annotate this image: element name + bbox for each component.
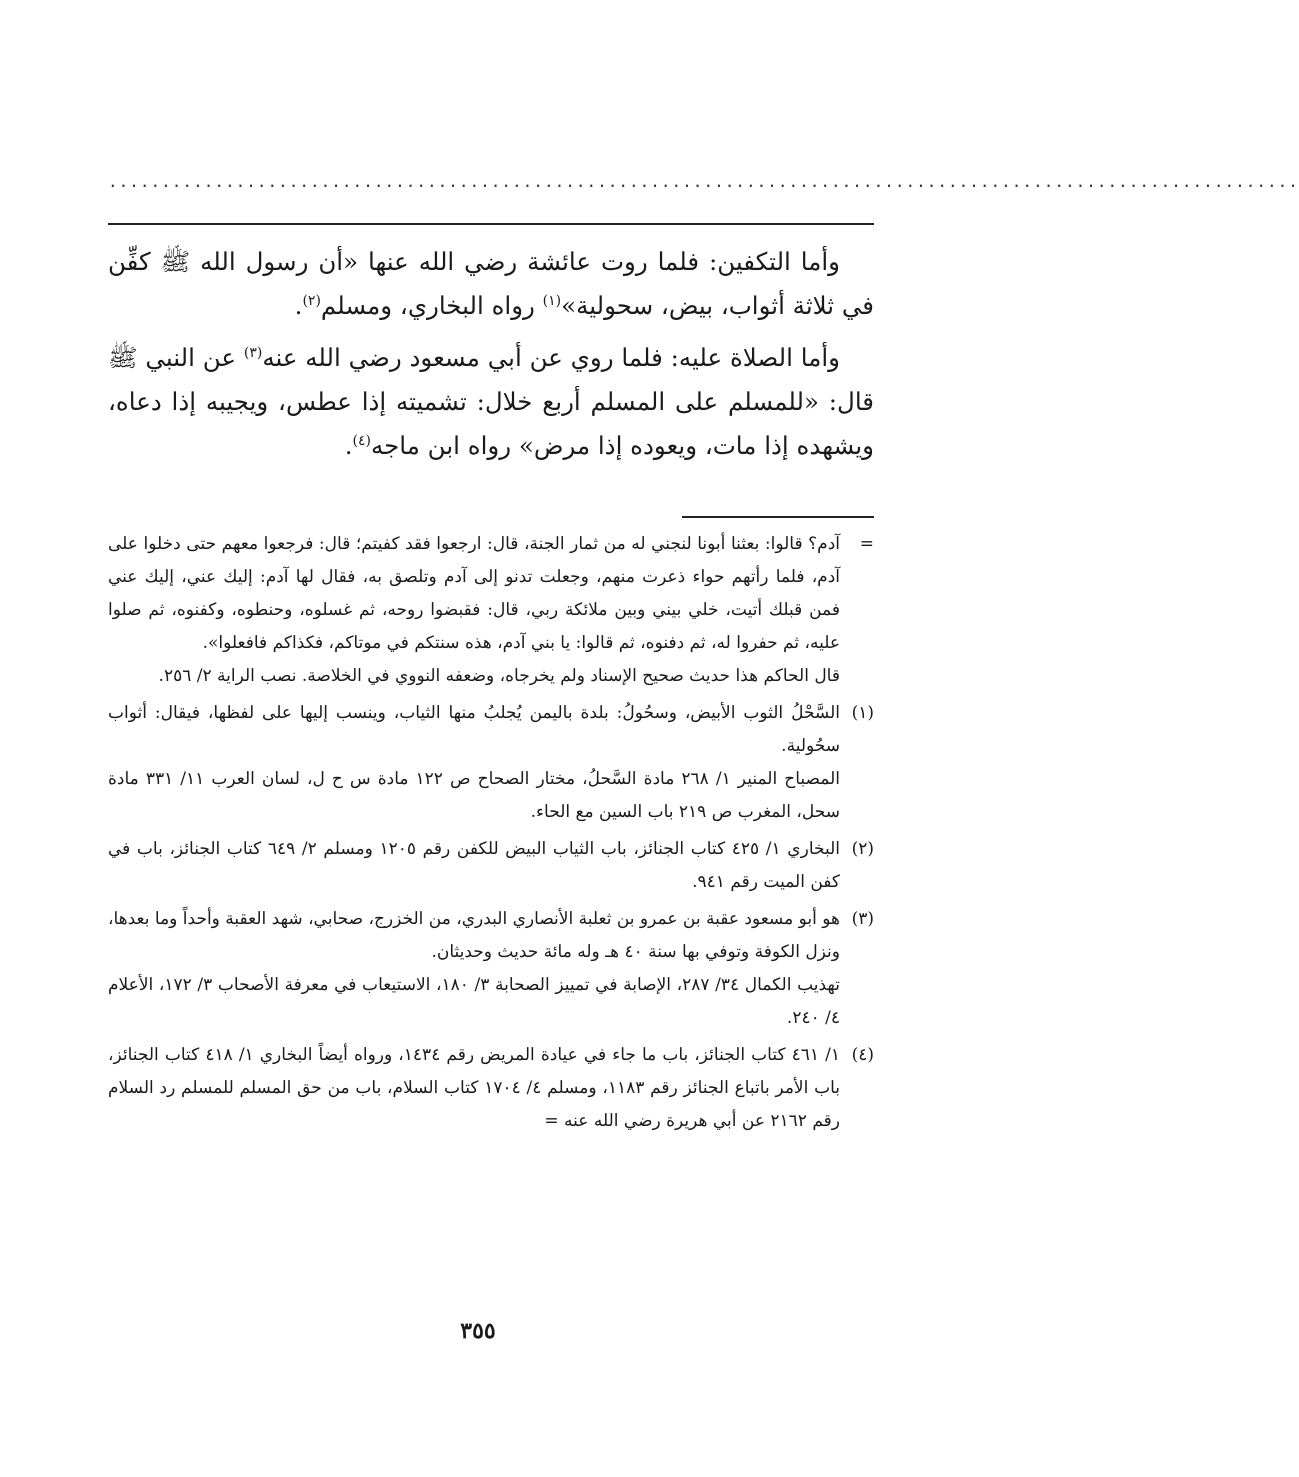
footnote-4: (٤) ١/ ٤٦١ كتاب الجنائز، باب ما جاء في عيادة المريض رقم ١٤٣٤، ورواه أيضاً البخاري ١/ ٤١٨ كتاب الجنائز، باب الأمر باتباع الجنائز رقم ١١٨٣، ومسلم ٤/ ١٧٠٤ كتاب السلام، باب من حق المسلم للمسلم رد السلام رقم ٢١٦٢ عن أبي هريرة رضي الله عنه =: [108, 1039, 874, 1138]
footnote-ref-3[interactable]: (٣): [243, 344, 263, 361]
footnote-ref-4[interactable]: (٤): [352, 432, 372, 449]
header-rule: [108, 223, 874, 225]
footnote-1: (١) السَّحْلُ الثوب الأبيض، وسحُولُ: بلدة باليمن يُجلبُ منها الثياب، وينسب إليها على لفظها، فيقال: أثواب سحُولية. المصباح المنير ١/ ٢٦٨ مادة السَّحلُ، مختار الصحاح ص ١٢٢ مادة س ح ل، لسان العرب ١١/ ٣٣١ مادة سحل، المغرب ص ٢١٩ باب السين مع الحاء.: [108, 697, 874, 829]
paragraph-shrouding: وأما التكفين: فلما روت عائشة رضي الله عنها «أن رسول الله ﷺ كفِّن في ثلاثة أثواب، بيض، سحولية»$^{(١)}$ رواه البخاري، ومسلم$^{(٢)}$.: [108, 247, 874, 320]
continuation-mark: =: [859, 534, 874, 554]
footnote-number: (٣): [851, 909, 874, 929]
page-number: ٣٥٥: [460, 1318, 496, 1344]
paragraph-prayer: وأما الصلاة عليه: فلما روي عن أبي مسعود رضي الله عنه$^{(٣)}$ عن النبي ﷺ قال: «للمسلم على المسلم أربع خلال: تشميته إذا عطس، ويجيبه إذا دعاه، ويشهده إذا مات، ويعوده إذا مرض» رواه ابن ماجه$^{(٤)}$.: [108, 343, 874, 460]
footnote-3: (٣) هو أبو مسعود عقبة بن عمرو بن ثعلبة الأنصاري البدري، من الخزرج، صحابي، شهد العقبة وأحداً وما بعدها، ونزل الكوفة وتوفي بها سنة ٤٠ هـ وله مائة حديث وحديثان. تهذيب الكمال ٣٤/ ٢٨٧، الإصابة في تمييز الصحابة ٣/ ١٨٠، الاستيعاب في معرفة الأصحاب ٣/ ١٧٢، الأعلام ٤/ ٢٤٠.: [108, 903, 874, 1035]
footnote-ref-2[interactable]: (٢): [302, 292, 321, 309]
footnote-2: (٢) البخاري ١/ ٤٢٥ كتاب الجنائز، باب الثياب البيض للكفن رقم ١٢٠٥ ومسلم ٢/ ٦٤٩ كتاب الجنائز، باب في كفن الميت رقم ٩٤١.: [108, 833, 874, 899]
footnote-number: (١): [851, 703, 874, 723]
footnote-separator: [682, 516, 874, 518]
footnote-number: (٢): [851, 839, 874, 859]
footnotes: [108, 528, 874, 1142]
main-text: [108, 240, 874, 476]
footnote-number: (٤): [851, 1045, 874, 1065]
header-dotted-line: ................................................................................................................: [108, 172, 1299, 191]
footnote-ref-1[interactable]: (١): [542, 292, 562, 309]
footnote-continued: = آدم؟ قالوا: بعثنا أبونا لنجني له من ثمار الجنة، قال: ارجعوا فقد كفيتم؛ قال: فرجعوا معهم حتى دخلوا على آدم، فلما رأتهم حواء ذعرت منهم، وجعلت تدنو إلى آدم وتلصق به، فقال لها آدم: إليك عني، إليك عني فمن قبلك أتيت، خلي بيني وبين ملائكة ربي، قال: فقبضوا روحه، ثم غسلوه، وحنطوه، وكفنوه، ثم صلوا عليه، ثم حفروا له، ثم دفنوه، ثم قالوا: يا بني آدم، هذه سنتكم في موتاكم، فكذاكم فافعلوا». قال الحاكم هذا حديث صحيح الإسناد ولم يخرجاه، وضعفه النووي في الخلاصة. نصب الراية ٢/ ٢٥٦.: [108, 528, 874, 693]
